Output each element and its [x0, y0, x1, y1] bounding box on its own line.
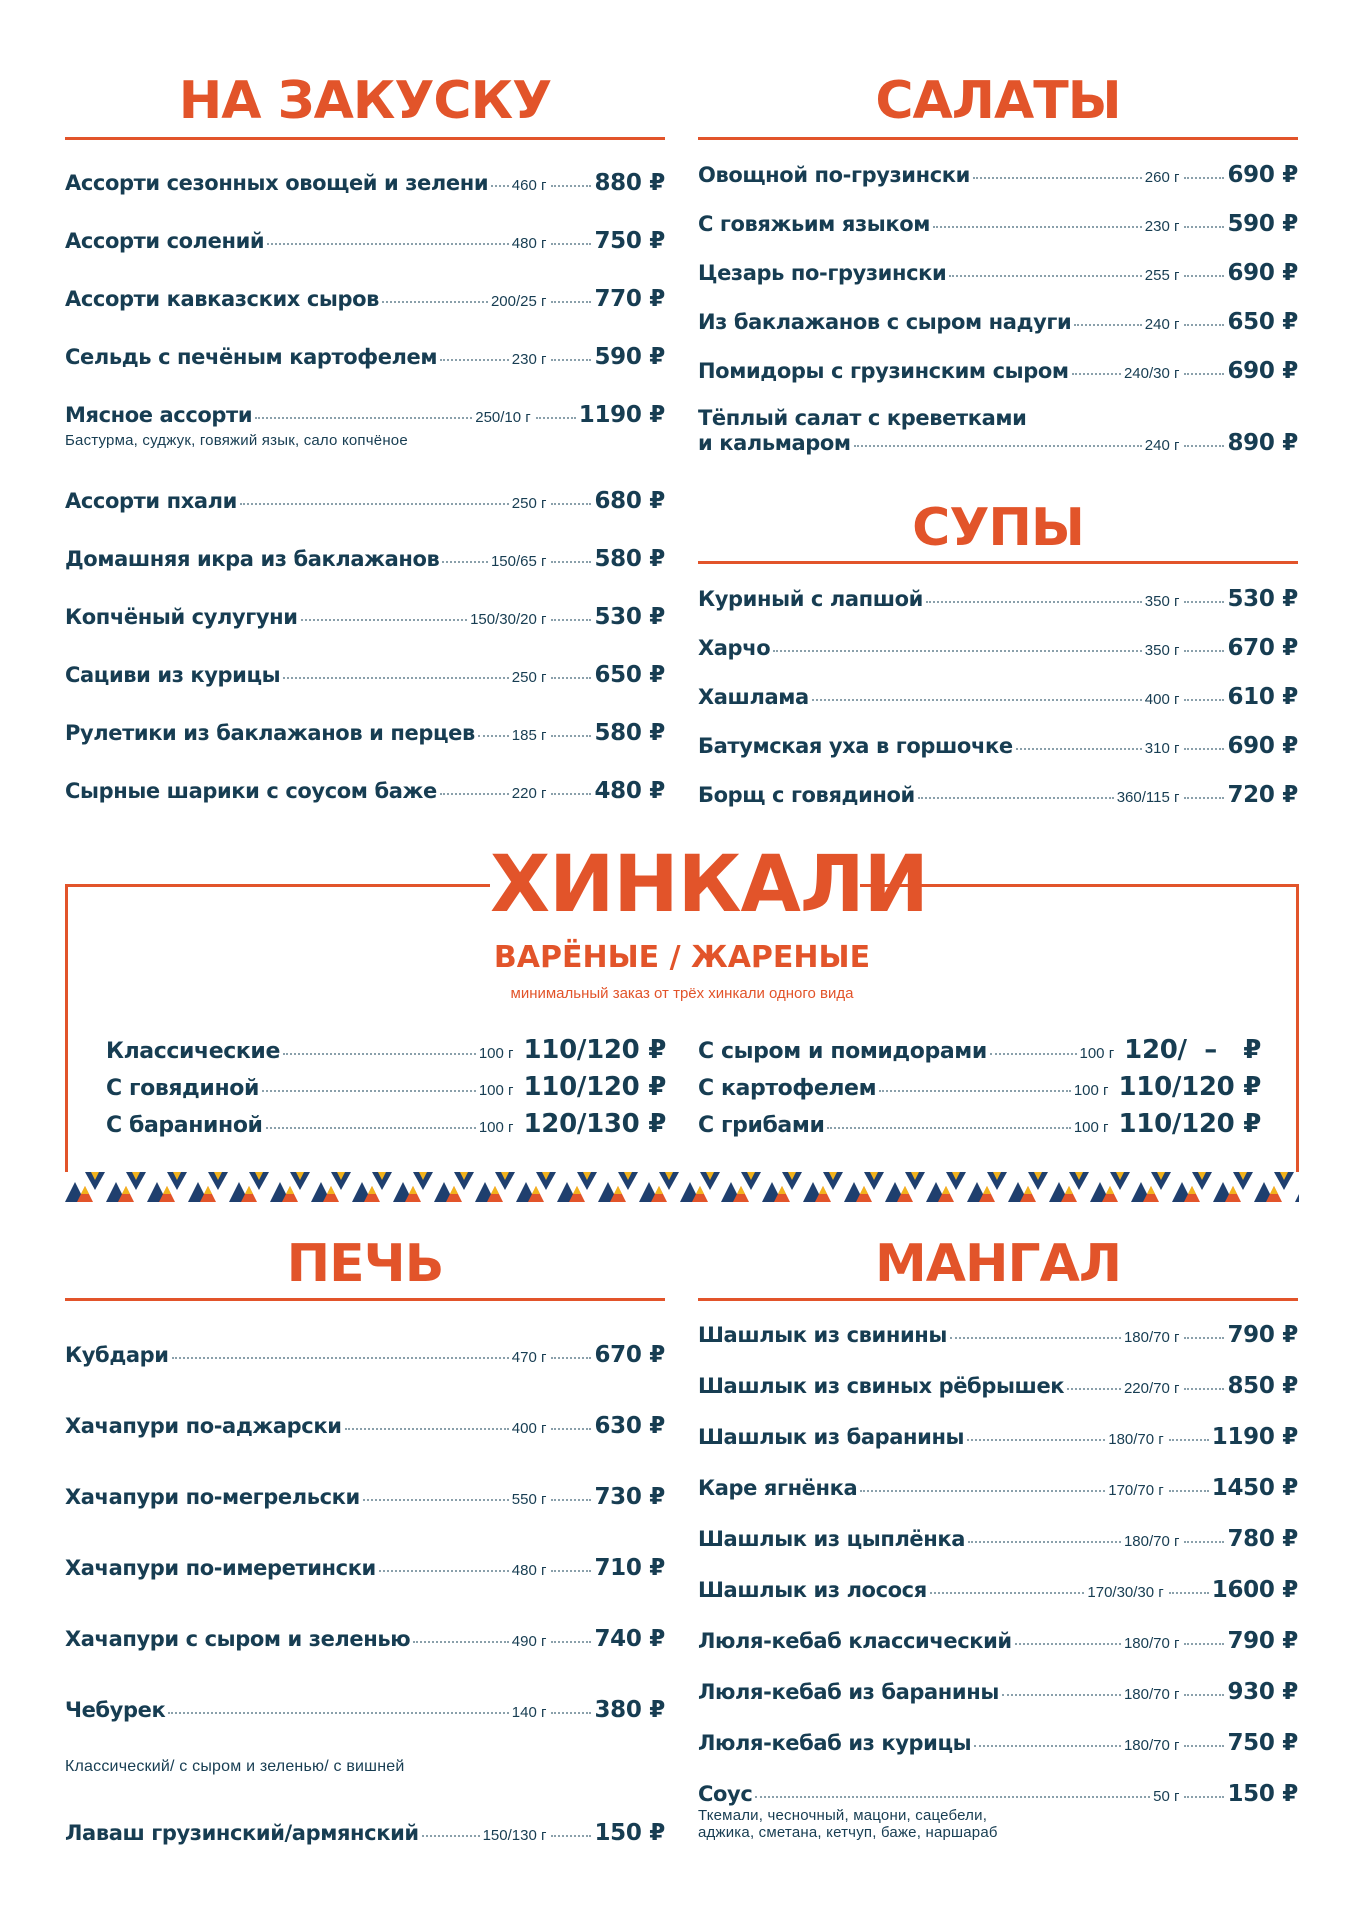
dot-leader — [1016, 748, 1142, 750]
dot-leader — [382, 301, 488, 303]
item-price: 110/120 ₽ — [1118, 1109, 1261, 1139]
item-name: Из баклажанов с сыром надуги — [698, 310, 1072, 334]
dot-leader — [551, 1570, 591, 1572]
dot-leader — [1184, 373, 1224, 375]
item-name: Классические — [106, 1039, 280, 1064]
section-mangal — [698, 1220, 1298, 1860]
menu-item — [698, 1072, 1261, 1102]
dot-leader — [551, 243, 591, 245]
dot-leader — [1184, 1643, 1224, 1645]
item-weight: 180/70 г — [1123, 1533, 1180, 1550]
item-price: 670 ₽ — [594, 1342, 665, 1368]
item-name: Каре ягнёнка — [698, 1476, 858, 1500]
section-supy — [698, 490, 1298, 820]
item-name: Шашлык из баранины — [698, 1425, 965, 1449]
dot-leader — [551, 503, 591, 505]
dot-leader — [240, 503, 509, 505]
dot-leader — [1184, 445, 1224, 447]
item-name: Сырные шарики с соусом баже — [65, 779, 437, 803]
dot-leader — [379, 1570, 509, 1572]
dot-leader — [172, 1357, 509, 1359]
item-name: Соус — [698, 1782, 753, 1806]
dot-leader — [812, 699, 1142, 701]
dot-leader — [1169, 1490, 1209, 1492]
item-price: 720 ₽ — [1227, 782, 1298, 808]
dot-leader — [1002, 1694, 1121, 1696]
dot-leader — [773, 650, 1142, 652]
menu-item — [65, 546, 665, 572]
dot-leader — [413, 1641, 509, 1643]
menu-item — [698, 1424, 1298, 1450]
item-price: 690 ₽ — [1227, 358, 1298, 384]
item-name: С сыром и помидорами — [698, 1039, 987, 1064]
menu-item — [106, 1035, 666, 1065]
section-pech — [65, 1220, 665, 1860]
dot-leader — [363, 1499, 509, 1501]
item-name: Харчо — [698, 636, 771, 660]
item-weight: 470 г — [511, 1349, 547, 1366]
dot-leader — [968, 1541, 1121, 1543]
item-name: Цезарь по-грузински — [698, 261, 947, 285]
dot-leader — [551, 793, 591, 795]
item-name: Хачапури по-мегрельски — [65, 1485, 360, 1509]
item-weight: 230 г — [511, 351, 547, 368]
dot-leader — [1015, 1643, 1121, 1645]
item-name: Хашлама — [698, 685, 809, 709]
item-price: 580 ₽ — [594, 720, 665, 746]
item-name: Хачапури с сыром и зеленью — [65, 1627, 411, 1651]
item-price: 880 ₽ — [594, 170, 665, 196]
item-weight: 150/130 г — [482, 1827, 547, 1844]
item-weight: 240 г — [1144, 316, 1180, 333]
item-price: 120/ – ₽ — [1124, 1035, 1261, 1065]
item-weight: 180/70 г — [1123, 1635, 1180, 1652]
dot-leader — [422, 1835, 480, 1837]
dot-leader — [1184, 748, 1224, 750]
section-rule — [698, 137, 1298, 140]
dot-leader — [860, 1490, 1105, 1492]
item-name: Хачапури по-имеретински — [65, 1556, 376, 1580]
menu-item — [698, 1322, 1298, 1348]
item-name: Ассорти пхали — [65, 489, 237, 513]
item-price: 110/120 ₽ — [523, 1035, 666, 1065]
dot-leader — [262, 1090, 476, 1092]
item-name: Лаваш грузинский/армянский — [65, 1821, 419, 1845]
item-name: Шашлык из свиных рёбрышек — [698, 1374, 1065, 1398]
dot-leader — [1169, 1439, 1209, 1441]
dot-leader — [1184, 1337, 1224, 1339]
item-name: С говяжьим языком — [698, 212, 930, 236]
dot-leader — [168, 1712, 509, 1714]
section-title: МАНГАЛ — [874, 1234, 1122, 1294]
item-weight: 180/70 г — [1123, 1686, 1180, 1703]
menu-item — [65, 662, 665, 688]
item-name: Борщ с говядиной — [698, 783, 915, 807]
item-name: Ассорти солений — [65, 229, 265, 253]
item-weight: 260 г — [1144, 169, 1180, 186]
item-price: 650 ₽ — [594, 662, 665, 688]
dot-leader — [1074, 324, 1142, 326]
item-price: 680 ₽ — [594, 488, 665, 514]
dot-leader — [1184, 1541, 1224, 1543]
item-name: Домашняя икра из баклажанов — [65, 547, 440, 571]
menu-item — [65, 1484, 665, 1510]
khinkali-subtitle: ВАРЁНЫЕ / ЖАРЕНЫЕ — [493, 940, 871, 975]
dot-leader — [933, 226, 1142, 228]
dot-leader — [551, 1357, 591, 1359]
item-price: 690 ₽ — [1227, 260, 1298, 286]
menu-item — [65, 344, 665, 370]
menu-item — [65, 1555, 665, 1581]
item-weight: 550 г — [511, 1491, 547, 1508]
item-weight: 180/70 г — [1123, 1329, 1180, 1346]
menu-item — [65, 488, 665, 514]
dot-leader — [551, 677, 591, 679]
menu-item — [698, 1577, 1298, 1603]
menu-item — [65, 1413, 665, 1439]
item-weight: 100 г — [1079, 1045, 1115, 1062]
item-weight: 230 г — [1144, 218, 1180, 235]
item-name: Кубдари — [65, 1343, 169, 1367]
dot-leader — [1184, 1388, 1224, 1390]
item-price: 690 ₽ — [1227, 162, 1298, 188]
dot-leader — [345, 1428, 509, 1430]
item-weight: 100 г — [478, 1119, 514, 1136]
dot-leader — [551, 1641, 591, 1643]
dot-leader — [1184, 1694, 1224, 1696]
item-weight: 490 г — [511, 1633, 547, 1650]
item-price: 480 ₽ — [594, 778, 665, 804]
dot-leader — [442, 561, 488, 563]
dot-leader — [827, 1127, 1070, 1129]
dot-leader — [267, 243, 509, 245]
menu-item — [65, 228, 665, 254]
dot-leader — [949, 275, 1141, 277]
item-name: Чебурек — [65, 1698, 166, 1722]
item-weight: 170/30/30 г — [1087, 1584, 1164, 1601]
item-weight: 200/25 г — [490, 293, 547, 310]
menu-item — [65, 1697, 665, 1723]
item-description: Бастурма, суджук, говяжий язык, сало копчёное — [65, 432, 408, 449]
item-weight: 100 г — [478, 1082, 514, 1099]
menu-item — [65, 778, 665, 804]
item-name: Люля-кебаб из курицы — [698, 1731, 972, 1755]
dot-leader — [283, 677, 509, 679]
section-rule — [698, 561, 1298, 564]
item-price: 1190 ₽ — [1211, 1424, 1298, 1450]
menu-item — [698, 586, 1298, 612]
item-weight: 480 г — [511, 1562, 547, 1579]
item-weight: 255 г — [1144, 267, 1180, 284]
dot-leader — [478, 735, 509, 737]
menu-item — [698, 635, 1298, 661]
item-price: 590 ₽ — [594, 344, 665, 370]
item-weight: 250/10 г — [475, 409, 531, 426]
menu-item — [65, 286, 665, 312]
item-weight: 100 г — [1073, 1119, 1109, 1136]
item-weight: 250 г — [511, 669, 547, 686]
item-price: 770 ₽ — [594, 286, 665, 312]
dot-leader — [918, 797, 1114, 799]
item-name: Помидоры с грузинским сыром — [698, 359, 1069, 383]
item-name: С говядиной — [106, 1076, 259, 1101]
item-weight: 240 г — [1144, 437, 1180, 454]
dot-leader — [1067, 1388, 1121, 1390]
item-weight: 50 г — [1153, 1788, 1180, 1805]
menu-item — [698, 309, 1298, 335]
dot-leader — [879, 1090, 1071, 1092]
item-price: 1600 ₽ — [1211, 1577, 1298, 1603]
item-price: 120/130 ₽ — [523, 1109, 666, 1139]
item-weight: 460 г — [511, 177, 547, 194]
item-name: Люля-кебаб классический — [698, 1629, 1012, 1653]
menu-item — [698, 358, 1298, 384]
dot-leader — [551, 1712, 591, 1714]
item-weight: 310 г — [1144, 740, 1180, 757]
dot-leader — [967, 1439, 1105, 1441]
menu-item — [698, 1730, 1298, 1756]
khinkali-left-list — [106, 1035, 666, 1155]
khinkali-note: минимальный заказ от трёх хинкали одного вида — [510, 985, 854, 1002]
item-name: Рулетики из баклажанов и перцев — [65, 721, 475, 745]
item-price: 110/120 ₽ — [1118, 1072, 1261, 1102]
menu-item — [698, 406, 1298, 456]
item-name-continued: и кальмаром — [698, 431, 851, 455]
item-name: С грибами — [698, 1113, 825, 1138]
item-name: Ассорти кавказских сыров — [65, 287, 380, 311]
item-name: Мясное ассорти — [65, 403, 253, 427]
dot-leader — [926, 601, 1142, 603]
item-price: 530 ₽ — [1227, 586, 1298, 612]
section-title: НА ЗАКУСКУ — [178, 71, 552, 131]
item-price: 930 ₽ — [1227, 1679, 1298, 1705]
dot-leader — [974, 1745, 1121, 1747]
item-price: 710 ₽ — [594, 1555, 665, 1581]
item-weight: 100 г — [478, 1045, 514, 1062]
item-weight: 220 г — [511, 785, 547, 802]
item-name: Шашлык из лосося — [698, 1578, 927, 1602]
item-price: 530 ₽ — [594, 604, 665, 630]
section-title: СУПЫ — [912, 498, 1084, 558]
menu-item — [106, 1072, 666, 1102]
item-weight: 150/65 г — [490, 553, 547, 570]
item-price: 380 ₽ — [594, 1697, 665, 1723]
dot-leader — [551, 619, 591, 621]
item-price: 150 ₽ — [1227, 1781, 1298, 1807]
item-weight: 150/30/20 г — [470, 611, 547, 628]
item-weight: 180/70 г — [1123, 1737, 1180, 1754]
menu-item — [698, 1373, 1298, 1399]
dot-leader — [1169, 1592, 1209, 1594]
item-name: Ассорти сезонных овощей и зелени — [65, 171, 489, 195]
item-price: 750 ₽ — [594, 228, 665, 254]
item-price: 730 ₽ — [594, 1484, 665, 1510]
item-price: 590 ₽ — [1227, 211, 1298, 237]
dot-leader — [1184, 650, 1224, 652]
menu-item — [65, 1820, 665, 1846]
dot-leader — [1184, 275, 1224, 277]
item-weight: 140 г — [511, 1704, 547, 1721]
dot-leader — [551, 1428, 591, 1430]
ornament-border — [65, 1172, 1299, 1202]
dot-leader — [930, 1592, 1085, 1594]
item-price: 890 ₽ — [1227, 430, 1298, 456]
item-price: 1450 ₽ — [1211, 1475, 1298, 1501]
dot-leader — [266, 1127, 476, 1129]
dot-leader — [990, 1053, 1077, 1055]
dot-leader — [1184, 177, 1224, 179]
item-name: Шашлык из свинины — [698, 1323, 947, 1347]
dot-leader — [950, 1337, 1121, 1339]
menu-item — [698, 162, 1298, 188]
menu-item — [106, 1109, 666, 1139]
dot-leader — [440, 359, 509, 361]
dot-leader — [1184, 1796, 1224, 1798]
dot-leader — [1184, 601, 1224, 603]
item-name: Тёплый салат с креветками — [698, 406, 1027, 430]
item-weight: 100 г — [1073, 1082, 1109, 1099]
khinkali-right-list — [698, 1035, 1261, 1155]
item-weight: 240/30 г — [1123, 365, 1180, 382]
dot-leader — [440, 793, 509, 795]
item-price: 850 ₽ — [1227, 1373, 1298, 1399]
item-price: 670 ₽ — [1227, 635, 1298, 661]
item-price: 1190 ₽ — [578, 402, 665, 428]
dot-leader — [551, 1499, 591, 1501]
menu-item — [698, 1035, 1261, 1065]
item-price: 110/120 ₽ — [523, 1072, 666, 1102]
item-price: 650 ₽ — [1227, 309, 1298, 335]
item-price: 150 ₽ — [594, 1820, 665, 1846]
dot-leader — [1184, 1745, 1224, 1747]
dot-leader — [551, 185, 591, 187]
item-weight: 480 г — [511, 235, 547, 252]
item-weight: 400 г — [1144, 691, 1180, 708]
item-name: С бараниной — [106, 1113, 263, 1138]
item-weight: 350 г — [1144, 593, 1180, 610]
menu-item — [698, 211, 1298, 237]
item-price: 790 ₽ — [1227, 1322, 1298, 1348]
section-salaty — [698, 70, 1298, 490]
item-name: Сельдь с печёным картофелем — [65, 345, 438, 369]
menu-item — [698, 733, 1298, 759]
item-price: 750 ₽ — [1227, 1730, 1298, 1756]
item-price: 610 ₽ — [1227, 684, 1298, 710]
menu-item — [698, 684, 1298, 710]
menu-item — [698, 1526, 1298, 1552]
menu-item — [698, 260, 1298, 286]
menu-item — [698, 782, 1298, 808]
item-weight: 220/70 г — [1123, 1380, 1180, 1397]
dot-leader — [854, 445, 1142, 447]
menu-item — [65, 170, 665, 196]
item-price: 630 ₽ — [594, 1413, 665, 1439]
menu-item — [698, 1475, 1298, 1501]
item-name: Шашлык из цыплёнка — [698, 1527, 965, 1551]
dot-leader — [551, 735, 591, 737]
item-name: Копчёный сулугуни — [65, 605, 298, 629]
menu-item — [65, 1342, 665, 1368]
item-name: Куриный с лапшой — [698, 587, 923, 611]
item-description: Ткемали, чесночный, мацони, сацебели, — [698, 1807, 988, 1824]
menu-item — [65, 604, 665, 630]
item-price: 780 ₽ — [1227, 1526, 1298, 1552]
section-zakuska — [65, 70, 665, 830]
item-price: 790 ₽ — [1227, 1628, 1298, 1654]
menu-item — [698, 1781, 1298, 1841]
dot-leader — [1184, 797, 1224, 799]
section-rule — [65, 1298, 665, 1301]
item-weight: 360/115 г — [1116, 789, 1180, 806]
dot-leader — [1072, 373, 1121, 375]
item-weight: 185 г — [511, 727, 547, 744]
item-description-continued: аджика, сметана, кетчуп, баже, наршараб — [698, 1824, 998, 1841]
menu-item — [65, 402, 665, 449]
dot-leader — [301, 619, 468, 621]
dot-leader — [1184, 226, 1224, 228]
dot-leader — [551, 1835, 591, 1837]
item-name: С картофелем — [698, 1076, 877, 1101]
section-rule — [65, 137, 665, 140]
item-name: Овощной по-грузински — [698, 163, 970, 187]
item-price: 580 ₽ — [594, 546, 665, 572]
item-weight: 170/70 г — [1108, 1482, 1164, 1499]
dot-leader — [491, 185, 509, 187]
dot-leader — [551, 301, 591, 303]
section-rule — [698, 1298, 1298, 1301]
item-price: 740 ₽ — [594, 1626, 665, 1652]
dot-leader — [551, 561, 591, 563]
dot-leader — [1184, 699, 1224, 701]
dot-leader — [973, 177, 1142, 179]
menu-item — [65, 1626, 665, 1652]
item-name: Сациви из курицы — [65, 663, 281, 687]
item-weight: 350 г — [1144, 642, 1180, 659]
item-name: Батумская уха в горшочке — [698, 734, 1013, 758]
dot-leader — [1184, 324, 1224, 326]
cheburek-note: Классический/ с сыром и зеленью/ с вишней — [65, 1758, 405, 1775]
item-weight: 180/70 г — [1108, 1431, 1164, 1448]
dot-leader — [255, 417, 472, 419]
item-weight: 400 г — [511, 1420, 547, 1437]
dot-leader — [283, 1053, 476, 1055]
section-title-khinkali: ХИНКАЛИ — [490, 840, 928, 930]
menu-item — [698, 1679, 1298, 1705]
menu-item — [65, 720, 665, 746]
item-weight: 250 г — [511, 495, 547, 512]
menu-item — [698, 1628, 1298, 1654]
item-price: 690 ₽ — [1227, 733, 1298, 759]
section-title: ПЕЧЬ — [286, 1234, 444, 1294]
dot-leader — [551, 359, 591, 361]
item-name: Люля-кебаб из баранины — [698, 1680, 999, 1704]
section-title: САЛАТЫ — [875, 71, 1121, 131]
menu-item — [698, 1109, 1261, 1139]
dot-leader — [755, 1796, 1150, 1798]
item-name: Хачапури по-аджарски — [65, 1414, 342, 1438]
dot-leader — [536, 417, 576, 419]
